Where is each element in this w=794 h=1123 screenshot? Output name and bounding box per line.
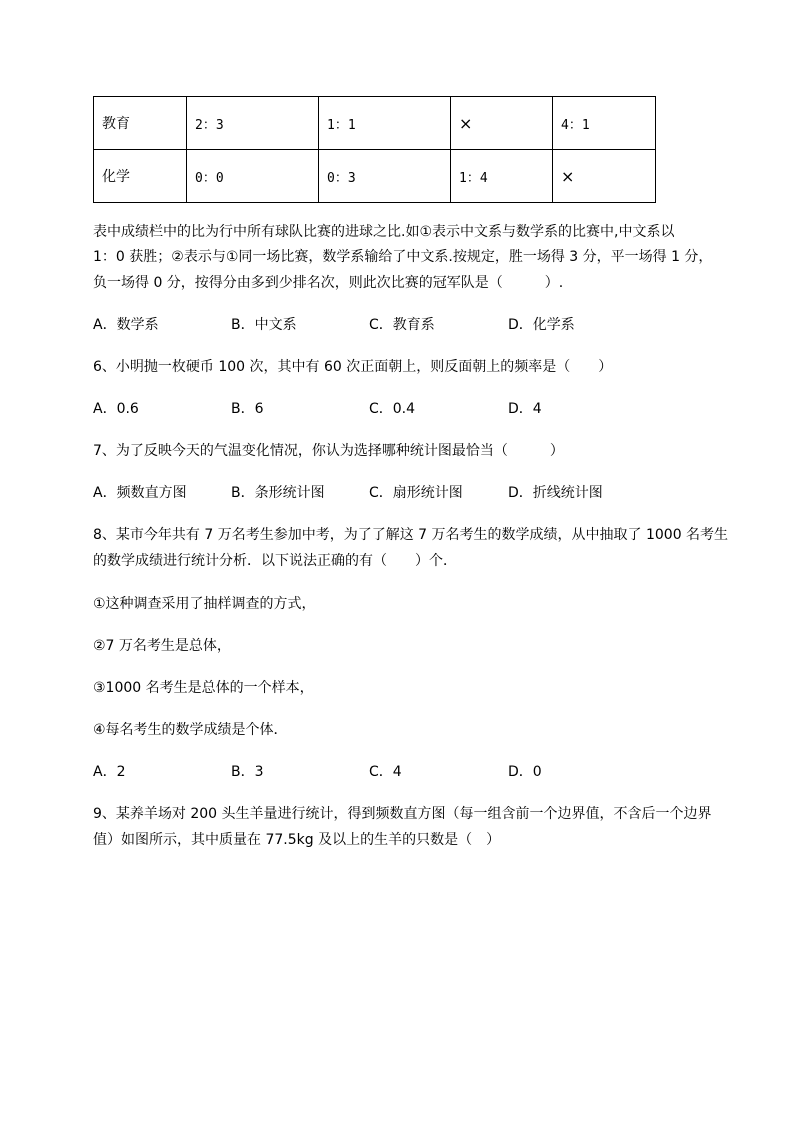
q6-option-d[interactable]: D．4 [508, 401, 542, 417]
q8-option-d[interactable]: D．0 [508, 764, 542, 780]
score-cell: × [451, 97, 553, 150]
table-row [94, 97, 656, 150]
score-cell: × [553, 150, 656, 203]
q5-option-c[interactable]: C．教育系 [369, 317, 435, 333]
q7-stem: 7、为了反映今天的气温变化情况，你认为选择哪种统计图最恰当（ ） [93, 443, 564, 459]
team-name-cell: 教育 [94, 97, 187, 150]
q6-option-a[interactable]: A．0.6 [93, 401, 139, 417]
q7-option-a[interactable]: A．频数直方图 [93, 485, 187, 501]
q9-text-line-2: 值）如图所示，其中质量在 77.5kg 及以上的生羊的只数是（ ） [93, 832, 501, 848]
q8-option-c[interactable]: C．4 [369, 764, 402, 780]
q8-statement-4: ④每名考生的数学成绩是个体． [93, 722, 288, 738]
q5-text-line-3: 负一场得 0 分，按得分由多到少排名次，则此次比赛的冠军队是（ ）. [93, 275, 564, 291]
score-cell: 0：0 [187, 150, 319, 203]
score-table [93, 96, 656, 203]
score-cell: 2：3 [187, 97, 319, 150]
q7-option-b[interactable]: B．条形统计图 [231, 485, 325, 501]
score-cell: 4：1 [553, 97, 656, 150]
q7-option-c[interactable]: C．扇形统计图 [369, 485, 463, 501]
q8-statement-3: ③1000 名考生是总体的一个样本， [93, 680, 314, 696]
q6-option-b[interactable]: B．6 [231, 401, 264, 417]
q6-option-c[interactable]: C．0.4 [369, 401, 416, 417]
table-row [94, 150, 656, 203]
q6-stem: 6、小明抛一枚硬币 100 次，其中有 60 次正面朝上，则反面朝上的频率是（ ） [93, 359, 613, 375]
team-name-cell: 化学 [94, 150, 187, 203]
q8-statement-2: ②7 万名考生是总体， [93, 638, 231, 654]
q8-option-a[interactable]: A．2 [93, 764, 126, 780]
q8-text-line-2: 的数学成绩进行统计分析．以下说法正确的有（ ）个． [93, 553, 457, 569]
q5-option-d[interactable]: D．化学系 [508, 317, 575, 333]
q5-option-a[interactable]: A．数学系 [93, 317, 159, 333]
score-cell: 1：1 [319, 97, 451, 150]
q7-option-d[interactable]: D．折线统计图 [508, 485, 603, 501]
q8-statement-1: ①这种调查采用了抽样调查的方式， [93, 596, 316, 612]
score-cell: 1：4 [451, 150, 553, 203]
q8-option-b[interactable]: B．3 [231, 764, 264, 780]
score-cell: 0：3 [319, 150, 451, 203]
q9-text-line-1: 9、某养羊场对 200 头生羊量进行统计，得到频数直方图（每一组含前一个边界值，不含后一个边界 [93, 806, 712, 822]
q5-option-b[interactable]: B．中文系 [231, 317, 297, 333]
q8-text-line-1: 8、某市今年共有 7 万名考生参加中考，为了了解这 7 万名考生的数学成绩，从中抽取了 1000 名考生 [93, 527, 729, 543]
q5-text-line-1: 表中成绩栏中的比为行中所有球队比赛的进球之比.如①表示中文系与数学系的比赛中,中文系以 [93, 224, 675, 240]
q5-text-line-2: 1：0 获胜；②表示与①同一场比赛，数学系输给了中文系.按规定，胜一场得 3 分，平一场得 1 分， [93, 249, 713, 265]
